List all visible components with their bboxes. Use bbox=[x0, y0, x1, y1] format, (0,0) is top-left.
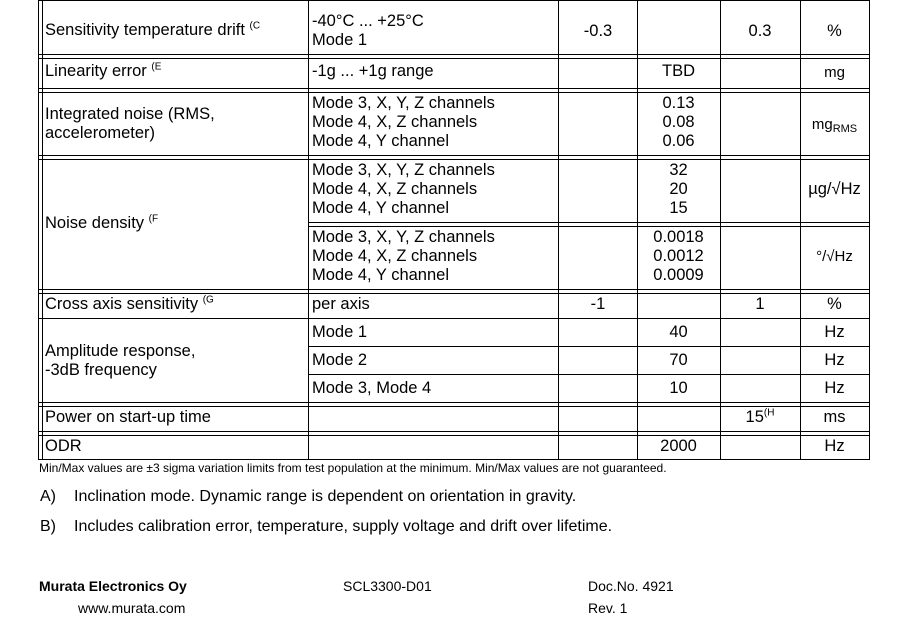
typ-value: 2000 bbox=[660, 437, 697, 455]
unit: % bbox=[827, 22, 842, 40]
typ-value: 40 bbox=[669, 323, 688, 341]
param-noise-density: Noise density $^{(F}$ bbox=[45, 213, 159, 232]
condition: Mode 3, X, Y, Z channels bbox=[312, 94, 495, 112]
row-border bbox=[38, 402, 870, 403]
param-amplitude-response: Amplitude response, bbox=[45, 342, 196, 360]
revision: Rev. 1 bbox=[588, 600, 628, 616]
row-border bbox=[38, 92, 870, 93]
param-integrated-noise-line2: accelerometer) bbox=[45, 124, 156, 142]
typ-value: 0.08 bbox=[662, 113, 695, 131]
typ-value: 10 bbox=[669, 379, 688, 397]
unit: °/√Hz bbox=[816, 248, 853, 265]
condition-range: -1g ... +1g range bbox=[312, 62, 434, 80]
document-id: SCL3300-D01 bbox=[343, 578, 432, 594]
typ-value: 0.0009 bbox=[653, 266, 704, 284]
row-border bbox=[38, 459, 870, 460]
typ-value: 15 bbox=[669, 199, 688, 217]
row-border bbox=[38, 88, 870, 89]
row-border bbox=[308, 222, 870, 223]
condition: Mode 1 bbox=[312, 323, 368, 341]
condition: Mode 4, X, Z channels bbox=[312, 247, 478, 265]
condition: Mode 3, X, Y, Z channels bbox=[312, 161, 495, 179]
param-integrated-noise: Integrated noise (RMS, bbox=[45, 105, 215, 123]
condition: per axis bbox=[312, 295, 370, 313]
footnote-label: A) bbox=[40, 488, 56, 505]
unit: Hz bbox=[824, 351, 845, 369]
unit: Hz bbox=[824, 379, 845, 397]
unit: ms bbox=[823, 408, 846, 426]
row-border bbox=[38, 293, 870, 294]
condition: Mode 4, X, Z channels bbox=[312, 180, 478, 198]
typ-value: 0.06 bbox=[662, 132, 695, 150]
row-border bbox=[38, 435, 870, 436]
param-amplitude-response-line2: -3dB frequency bbox=[45, 361, 157, 379]
typ-value: 20 bbox=[669, 180, 688, 198]
max-value: 0.3 bbox=[748, 22, 772, 40]
unit: % bbox=[827, 295, 842, 313]
col-border bbox=[869, 0, 870, 460]
param-power-on-startup-time: Power on start-up time bbox=[45, 408, 211, 426]
condition: Mode 4, Y channel bbox=[312, 199, 449, 217]
condition: Mode 4, X, Z channels bbox=[312, 113, 478, 131]
row-border bbox=[38, 58, 870, 59]
unit: Hz bbox=[824, 323, 845, 341]
row-border bbox=[38, 159, 870, 160]
param-linearity-error: Linearity error $^{(E}$ bbox=[45, 61, 162, 80]
typ-value: 70 bbox=[669, 351, 688, 369]
max-value: $15^{(H}$ bbox=[745, 407, 775, 426]
min-value: -0.3 bbox=[583, 22, 613, 40]
table-note: Min/Max values are ±3 sigma variation limits from test population at the minimum. Min/Max values are not guaranteed. bbox=[39, 461, 667, 475]
param-sensitivity-temperature-drift: Sensitivity temperature drift $^{(C}$ bbox=[45, 20, 261, 39]
row-border bbox=[308, 374, 870, 375]
footnote-text: Inclination mode. Dynamic range is dependent on orientation in gravity. bbox=[74, 488, 577, 505]
unit: µg/√Hz bbox=[808, 180, 861, 198]
row-border bbox=[38, 318, 870, 319]
typ-value: 0.0018 bbox=[653, 228, 704, 246]
company-name: Murata Electronics Oy bbox=[39, 578, 187, 594]
col-border bbox=[308, 0, 309, 460]
row-border bbox=[308, 226, 870, 227]
typ-value: TBD bbox=[662, 62, 695, 80]
row-border bbox=[38, 431, 870, 432]
unit: mg bbox=[824, 64, 845, 81]
row-border bbox=[38, 0, 870, 1]
row-border bbox=[38, 155, 870, 156]
condition: Mode 4, Y channel bbox=[312, 266, 449, 284]
max-value: 1 bbox=[755, 295, 765, 313]
document-number: Doc.No. 4921 bbox=[588, 578, 674, 594]
condition: Mode 3, Mode 4 bbox=[312, 379, 432, 397]
row-border bbox=[38, 289, 870, 290]
param-cross-axis-sensitivity: Cross axis sensitivity $^{(G}$ bbox=[45, 294, 214, 313]
min-value: -1 bbox=[590, 295, 606, 313]
row-border bbox=[38, 54, 870, 55]
unit: $mg_{RMS}$ bbox=[811, 116, 858, 135]
condition-mode: Mode 1 bbox=[312, 31, 368, 49]
col-border bbox=[38, 0, 39, 460]
row-border bbox=[308, 346, 870, 347]
col-border bbox=[558, 0, 559, 460]
typ-value: 0.13 bbox=[662, 94, 695, 112]
condition: Mode 3, X, Y, Z channels bbox=[312, 228, 495, 246]
col-border bbox=[720, 0, 721, 460]
footnote-label: B) bbox=[40, 518, 56, 535]
col-border bbox=[42, 0, 43, 460]
website-link[interactable]: www.murata.com bbox=[78, 600, 186, 616]
condition-temperature-range: -40°C ... +25°C bbox=[312, 12, 424, 30]
param-odr: ODR bbox=[45, 437, 82, 455]
condition: Mode 4, Y channel bbox=[312, 132, 449, 150]
footnote-text: Includes calibration error, temperature, supply voltage and drift over lifetime. bbox=[74, 518, 613, 535]
condition: Mode 2 bbox=[312, 351, 368, 369]
unit: Hz bbox=[824, 437, 845, 455]
typ-value: 0.0012 bbox=[653, 247, 704, 265]
row-border bbox=[38, 406, 870, 407]
typ-value: 32 bbox=[669, 161, 688, 179]
